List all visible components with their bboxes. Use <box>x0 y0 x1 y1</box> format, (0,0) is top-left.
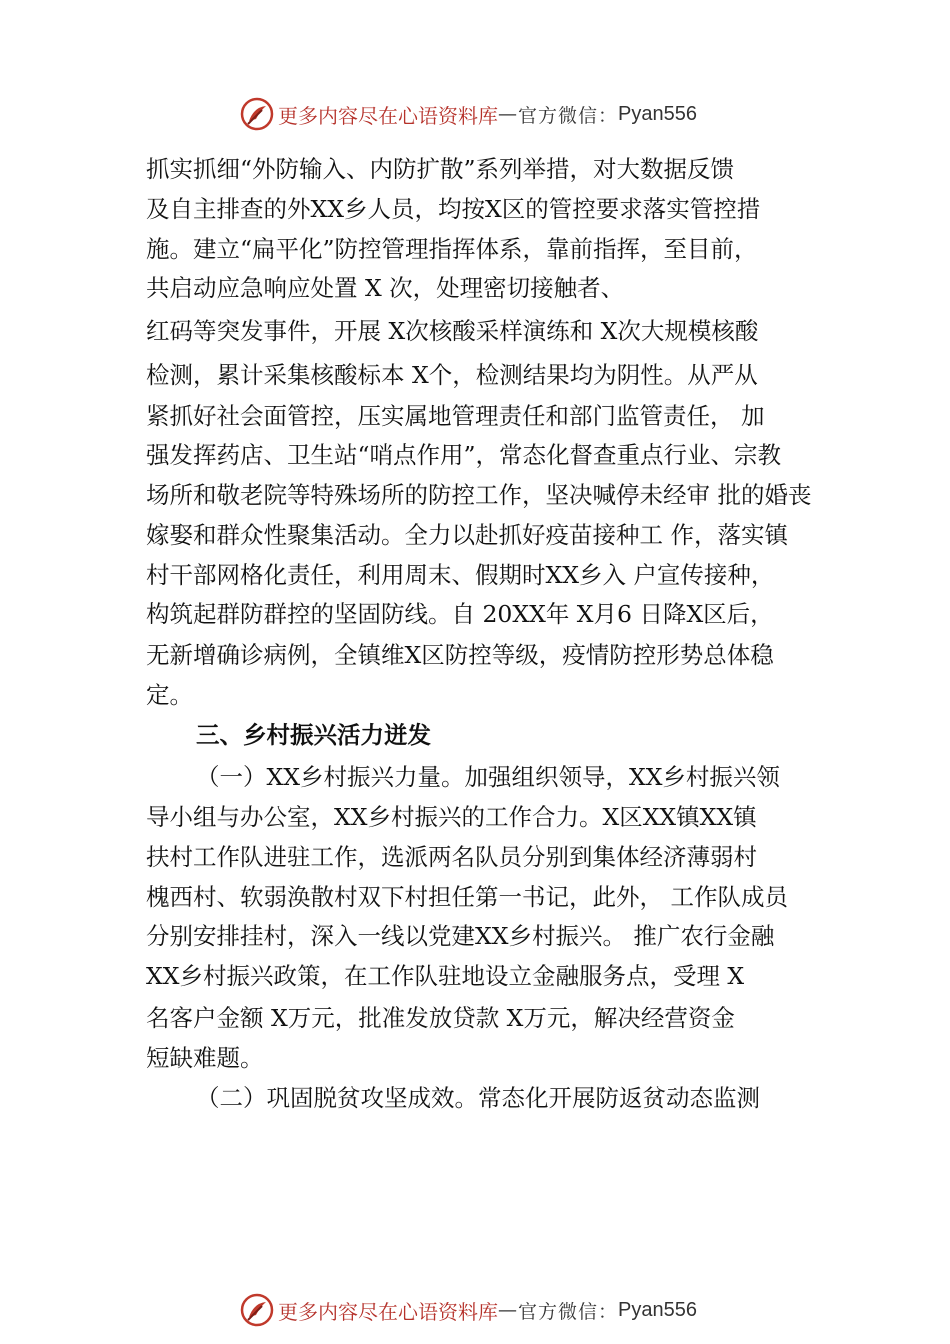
paragraph-line: 红码等突发事件，开展 X次核酸采样演练和 X次大规模核酸 <box>146 317 759 345</box>
watermark-wechat-id: Pyan556 <box>618 1298 697 1321</box>
paragraph-line: 共启动应急响应处置 X 次，处理密切接触者、 <box>146 274 625 302</box>
paragraph-line: （一）XX乡村振兴力量。加强组织领导，XX乡村振兴领 <box>196 763 780 791</box>
paragraph-line: 及自主排查的外XX乡人员，均按X区的管控要求落实管控措 <box>146 195 761 223</box>
watermark-dash: — <box>498 1299 518 1321</box>
paragraph-line: XX乡村振兴政策，在工作队驻地设立金融服务点，受理 X <box>146 962 745 990</box>
header-watermark <box>240 96 697 132</box>
brand-logo-icon <box>240 97 274 131</box>
watermark-label: 官方微信： <box>518 104 619 127</box>
paragraph-line: 场所和敬老院等特殊场所的防控工作，坚决喊停未经审 批的婚丧 <box>146 481 812 509</box>
paragraph-line: 强发挥药店、卫生站“哨点作用”，常态化督查重点行业、宗教 <box>146 441 782 469</box>
paragraph-line: 短缺难题。 <box>146 1044 264 1072</box>
footer-watermark <box>240 1292 697 1328</box>
paragraph-line: 抓实抓细“外防输入、内防扩散”系列举措，对大数据反馈 <box>146 155 735 183</box>
paragraph-line: 分别安排挂村，深入一线以党建XX乡村振兴。 推广农行金融 <box>146 922 775 950</box>
paragraph-line: 嫁娶和群众性聚集活动。全力以赴抓好疫苗接种工 作，落实镇 <box>146 521 788 549</box>
paragraph-line: 检测，累计采集核酸标本 X个，检测结果均为阴性。从严从 <box>146 361 758 389</box>
watermark-wechat-id: Pyan556 <box>618 102 697 125</box>
paragraph-line: 扶村工作队进驻工作，选派两名队员分别到集体经济薄弱村 <box>146 843 757 871</box>
paragraph-line: 紧抓好社会面管控，压实属地管理责任和部门监管责任， 加 <box>146 402 765 430</box>
paragraph-line: 构筑起群防群控的坚固防线。自 20XX年 X月6 日降X区后， <box>146 600 774 628</box>
paragraph-line: 施。建立“扁平化”防控管理指挥体系，靠前指挥，至目前， <box>146 235 758 263</box>
watermark-main-text: 更多内容尽在心语资料库 <box>278 103 498 128</box>
brand-logo-icon <box>240 1293 274 1327</box>
paragraph-line: 无新增确诊病例，全镇维X区防控等级，疫情防控形势总体稳 <box>146 641 774 669</box>
watermark-main-text: 更多内容尽在心语资料库 <box>278 1299 498 1324</box>
section-heading: 三、乡村振兴活力迸发 <box>196 721 431 749</box>
paragraph-line: 导小组与办公室，XX乡村振兴的工作合力。X区XX镇XX镇 <box>146 803 757 831</box>
paragraph-line: 槐西村、软弱涣散村双下村担任第一书记，此外， 工作队成员 <box>146 883 788 911</box>
paragraph-line: 村干部网格化责任，利用周末、假期时XX乡入 户宣传接种， <box>146 561 775 589</box>
watermark-dash: — <box>498 103 518 125</box>
paragraph-line: 名客户金额 X万元，批准发放贷款 X万元，解决经营资金 <box>146 1004 735 1032</box>
paragraph-line: 定。 <box>146 681 193 709</box>
paragraph-line: （二）巩固脱贫攻坚成效。常态化开展防返贫动态监测 <box>196 1084 760 1112</box>
watermark-label: 官方微信： <box>518 1300 619 1323</box>
